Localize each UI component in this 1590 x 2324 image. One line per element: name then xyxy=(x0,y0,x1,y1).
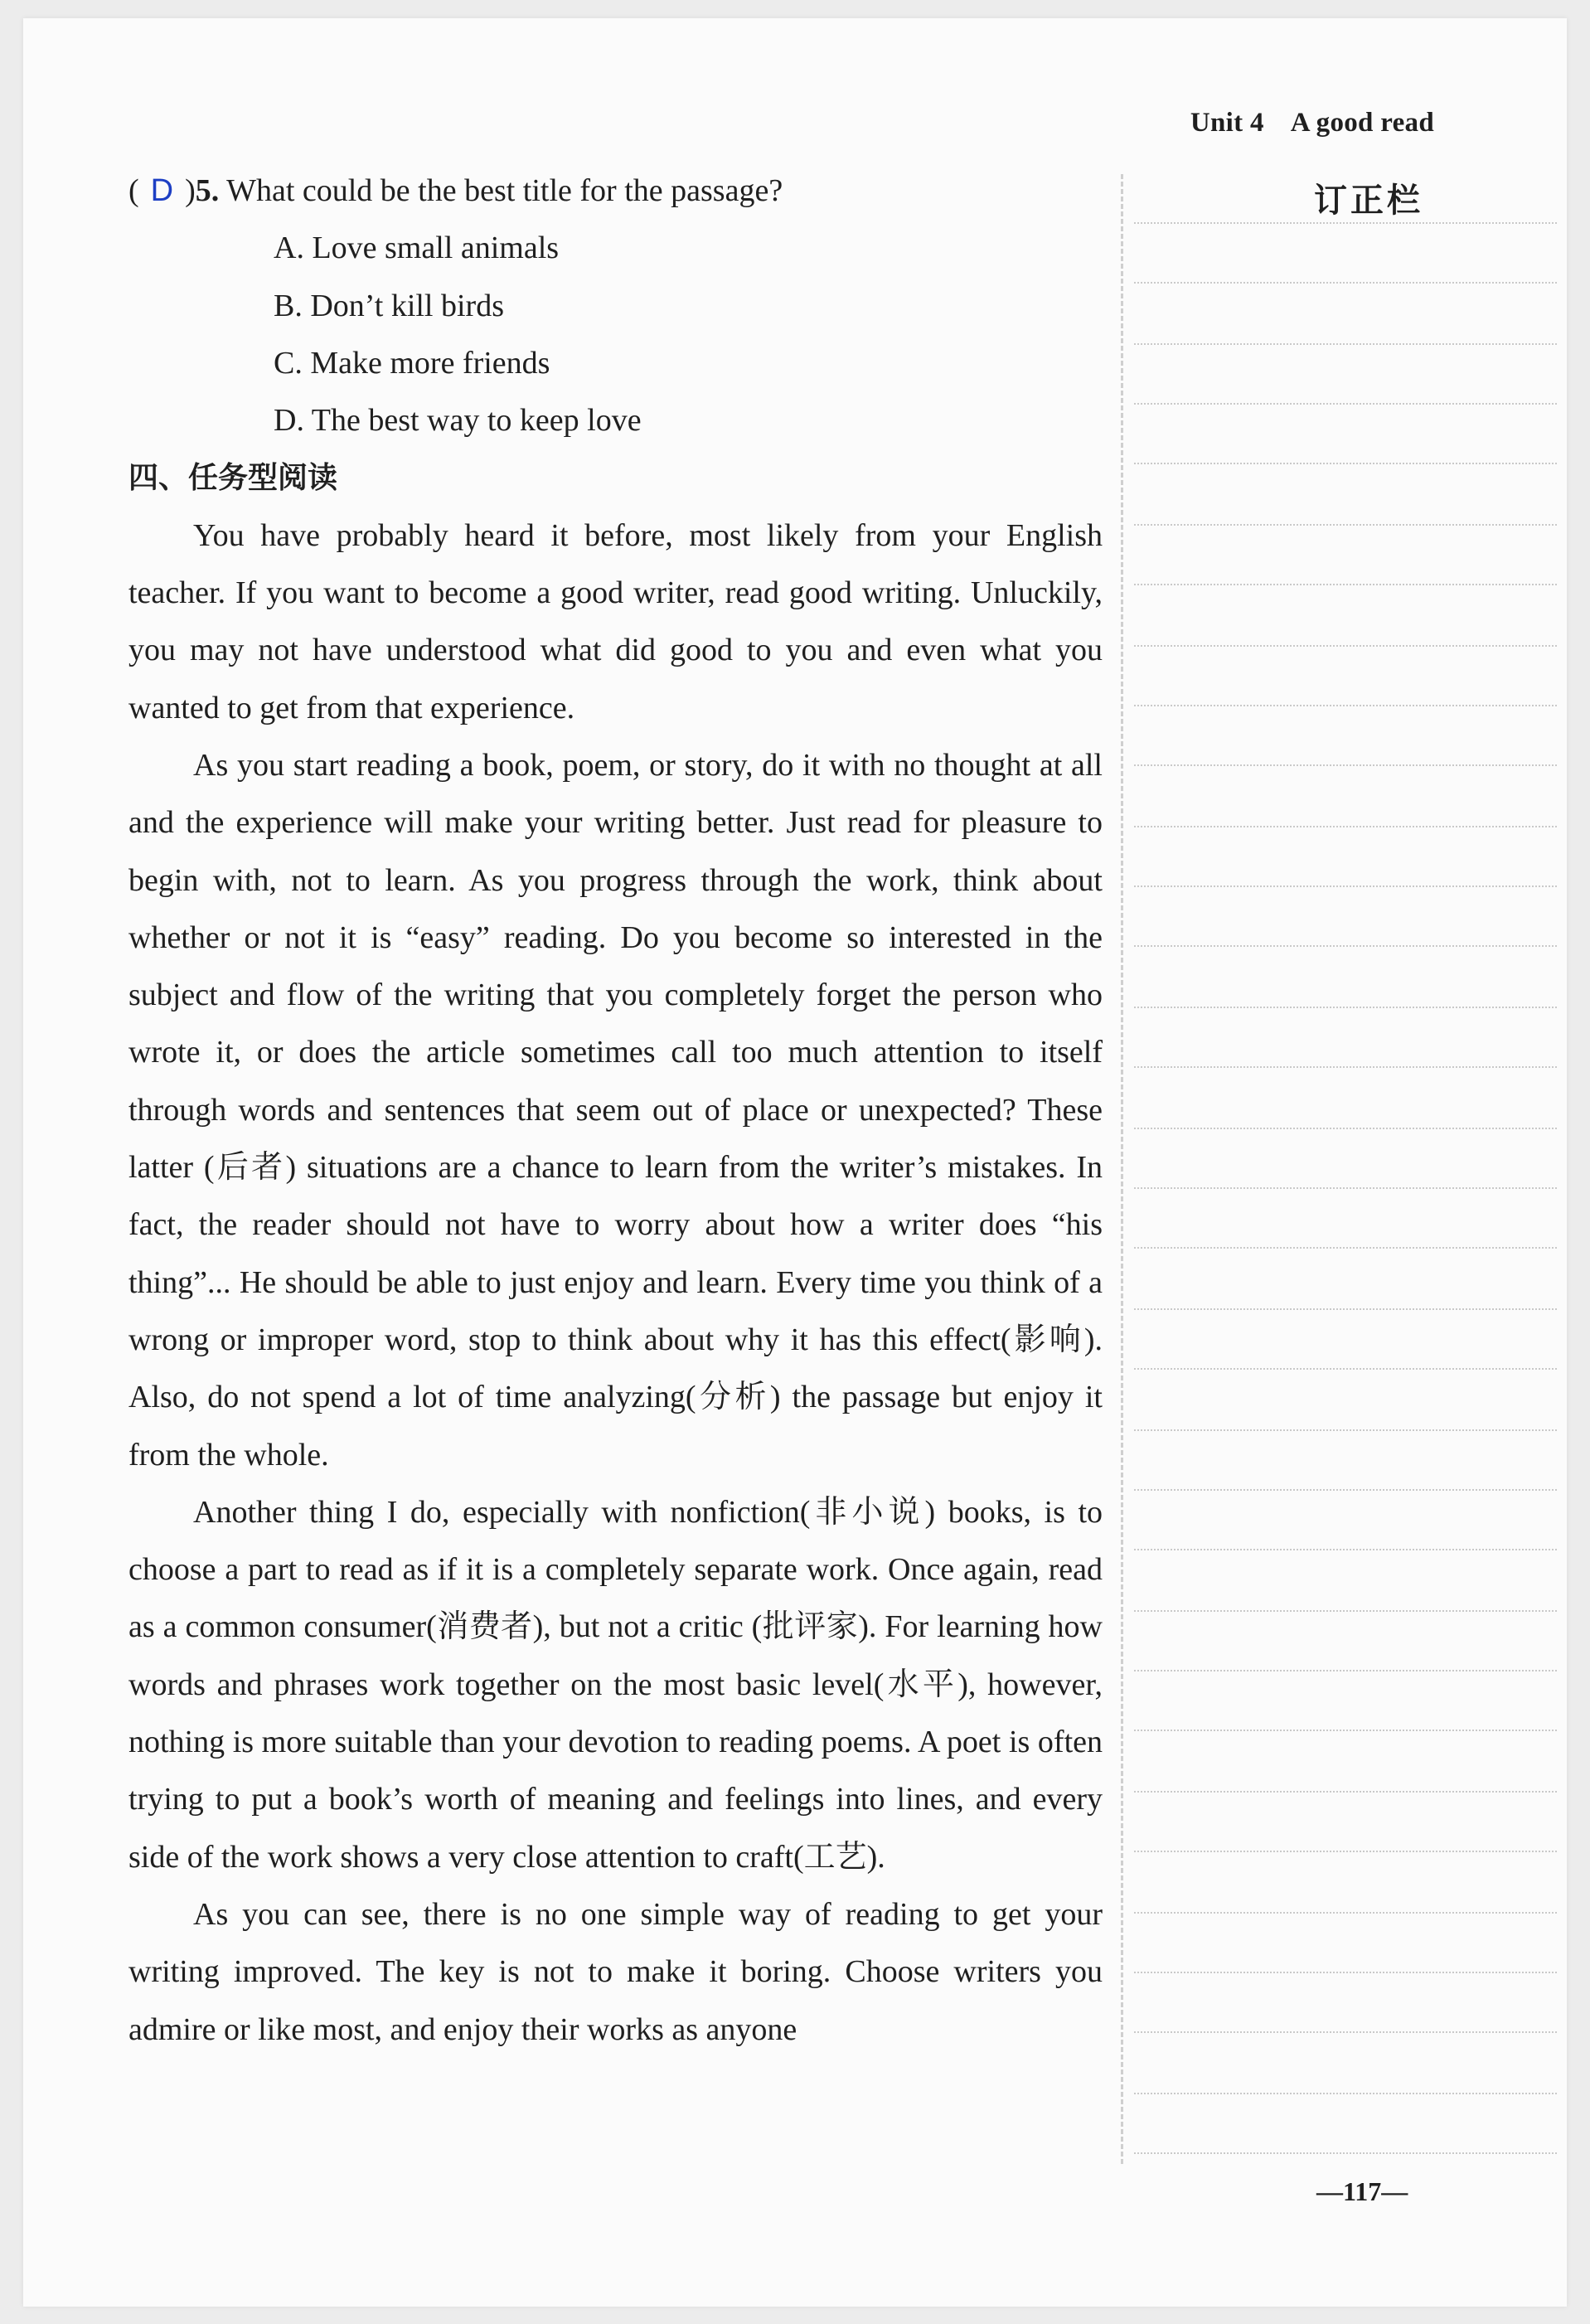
ruled-line xyxy=(1134,524,1557,526)
ruled-line xyxy=(1134,885,1557,887)
question-text: What could be the best title for the passage? xyxy=(226,173,783,208)
passage-paragraph: As you start reading a book, poem, or story, do it with no thought at all and the experience will make your writing better. Just read for pleasure to begin with, not to learn. As you progress through the work, think about whether or not it is “easy” reading. Do you become so interested in the subject and flow of the writing that you completely forget the person who wrote it, or does the article sometimes call too much attention to itself through words and sentences that seem out of place or unexpected? These latter (后者) situations are a chance to learn from the writer’s mistakes. In fact, the reader should not have to worry about how a writer does “his thing”... He should be able to just enjoy and learn. Every time you think of a wrong or improper word, stop to think about why it has this effect(影响). Also, do not spend a lot of time analyzing(分析) the passage but enjoy it from the whole. xyxy=(128,747,1103,1473)
passage-paragraph: Another thing I do, especially with nonfiction(非小说) books, is to choose a part to read as if it is a completely separate work. Once again, read as a common consumer(消费者), but not a critic (批评家). For learning how words and phrases work together on the most basic level(水平), however, nothing is more suitable than your devotion to reading poems. A poet is often trying to put a book’s worth of meaning and feelings into lines, and every side of the work shows a very close attention to craft(工艺). xyxy=(128,1494,1103,1875)
ruled-line xyxy=(1134,1066,1557,1068)
unit-title: A good read xyxy=(1290,108,1434,138)
ruled-line xyxy=(1134,945,1557,947)
unit-label: Unit 4 xyxy=(1190,108,1264,138)
ruled-line xyxy=(1134,1368,1557,1370)
ruled-line xyxy=(1134,1972,1557,1973)
question-number: 5. xyxy=(195,173,220,208)
ruled-line xyxy=(1134,1187,1557,1189)
ruled-line xyxy=(1134,1247,1557,1249)
option-d: D. The best way to keep love xyxy=(274,403,642,439)
ruled-line xyxy=(1134,826,1557,827)
answer-choice: D xyxy=(150,173,174,208)
ruled-line xyxy=(1134,584,1557,585)
ruled-line xyxy=(1134,1670,1557,1671)
ruled-line xyxy=(1134,1489,1557,1491)
ruled-line xyxy=(1134,645,1557,647)
section-title: 四、任务型阅读 xyxy=(128,461,338,496)
option-b: B. Don’t kill birds xyxy=(274,288,504,323)
ruled-line xyxy=(1134,282,1557,284)
ruled-line xyxy=(1134,1730,1557,1731)
passage-paragraph: As you can see, there is no one simple way of reading to get your writing improved. The key is not to make it boring. Choose writers you admire or like most, and enjoy their works as anyone xyxy=(128,1896,1103,2047)
question-5 xyxy=(128,163,1103,220)
ruled-line xyxy=(1134,1128,1557,1129)
ruled-line xyxy=(1134,2031,1557,2033)
ruled-line xyxy=(1134,1549,1557,1550)
ruled-line xyxy=(1134,1791,1557,1793)
answer-paren-open: ( xyxy=(128,173,139,208)
ruled-line xyxy=(1134,1851,1557,1852)
main-content xyxy=(128,163,1103,2059)
ruled-line xyxy=(1134,764,1557,766)
option-c: C. Make more friends xyxy=(274,345,550,381)
ruled-line xyxy=(1134,1007,1557,1008)
ruled-line xyxy=(1134,1610,1557,1612)
ruled-line xyxy=(1134,2152,1557,2154)
ruled-line xyxy=(1134,1429,1557,1431)
ruled-line xyxy=(1134,2093,1557,2094)
correction-column-title: 订正栏 xyxy=(1314,182,1423,220)
ruled-line xyxy=(1134,705,1557,706)
passage-paragraph: You have probably heard it before, most likely from your English teacher. If you want to become a good writer, read good writing. Unluckily, you may not have understood what did good to you and even what you wanted to get from that experience. xyxy=(128,517,1103,725)
ruled-line xyxy=(1134,343,1557,345)
page-header xyxy=(1190,108,1434,138)
ruled-line xyxy=(1134,1308,1557,1310)
ruled-line xyxy=(1134,222,1557,224)
column-divider xyxy=(1121,174,1123,2164)
page-number: —117— xyxy=(1316,2176,1408,2206)
ruled-line xyxy=(1134,403,1557,405)
answer-paren-close: ) xyxy=(185,173,196,208)
ruled-line xyxy=(1134,463,1557,464)
ruled-line xyxy=(1134,1912,1557,1914)
option-a: A. Love small animals xyxy=(274,230,560,266)
